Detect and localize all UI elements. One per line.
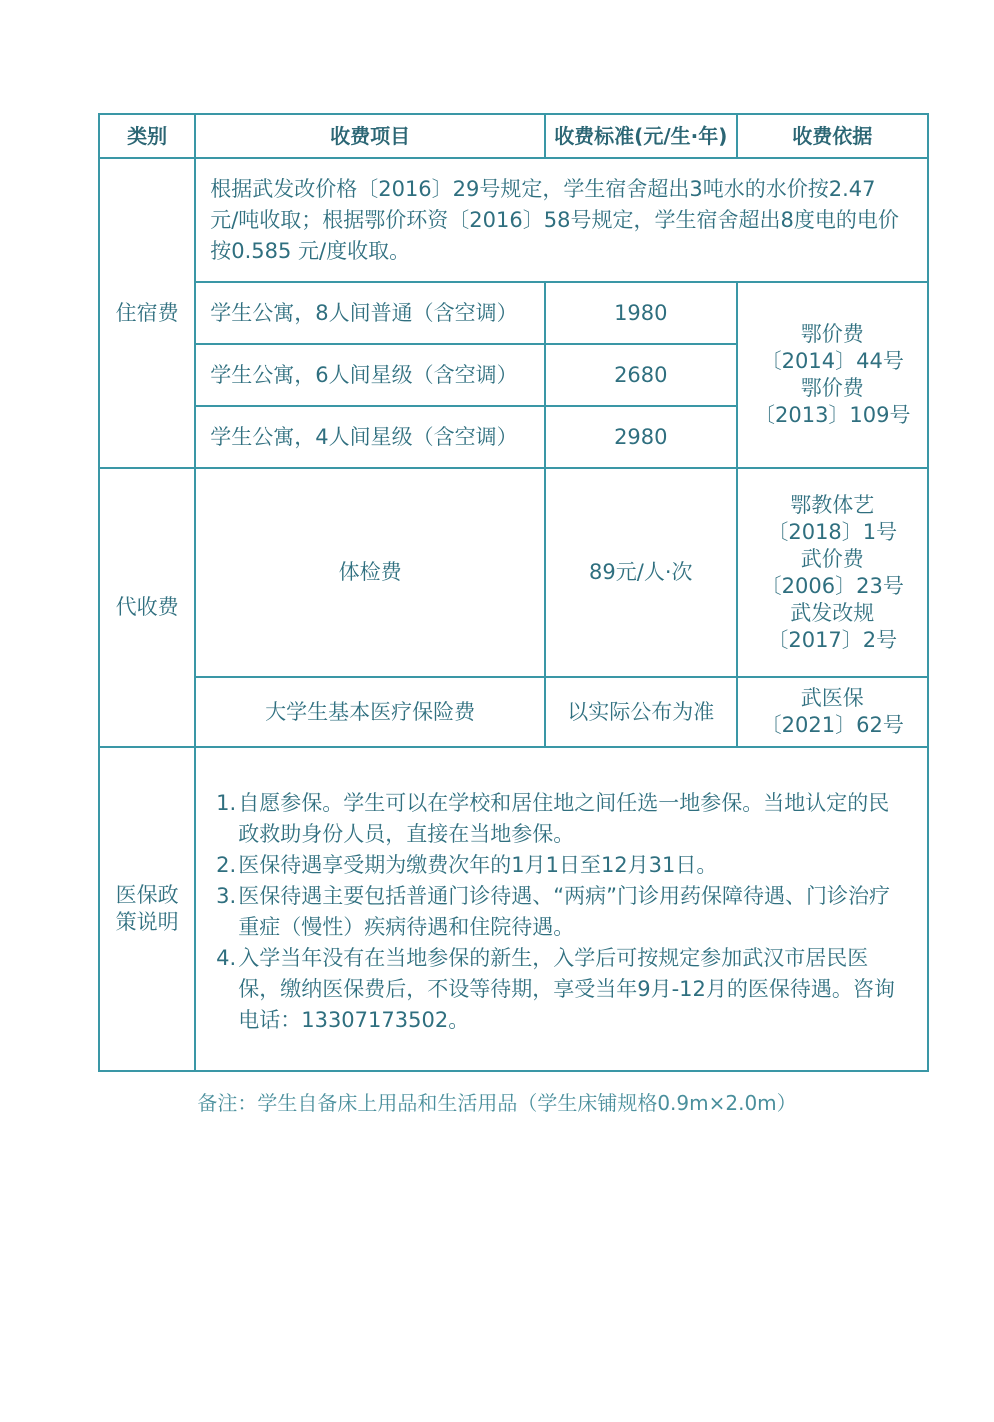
- accommodation-basis: [737, 282, 928, 468]
- accommodation-item-2: 学生公寓，6人间星级（含空调）: [195, 344, 545, 406]
- accommodation-item-3: 学生公寓，4人间星级（含空调）: [195, 406, 545, 468]
- list-item-text: 入学当年没有在当地参保的新生，入学后可按规定参加武汉市居民医保，缴纳医保费后，不设等待期，享受当年9月-12月的医保待遇。咨询电话：13307173502。: [238, 946, 895, 1032]
- list-item-text: 医保待遇主要包括普通门诊待遇、“两病”门诊用药保障待遇、门诊治疗重症（慢性）疾病待遇和住院待遇。: [238, 884, 890, 939]
- list-item-number: 2.: [216, 853, 237, 877]
- policy-category-line: 策说明: [115, 910, 179, 934]
- list-item: [214, 788, 903, 850]
- basis-line: 武医保: [800, 686, 864, 710]
- list-item: [214, 943, 903, 1036]
- list-item-number: 4.: [216, 946, 237, 970]
- table-row: [99, 468, 928, 677]
- header-basis: 收费依据: [737, 114, 928, 158]
- policy-category: [99, 747, 195, 1071]
- list-item-text: 医保待遇享受期为缴费次年的1月1日至12月31日。: [238, 853, 718, 877]
- accommodation-standard-1: 1980: [545, 282, 736, 344]
- collection-category: 代收费: [99, 468, 195, 747]
- remark-note: 备注：学生自备床上用品和生活用品（学生床铺规格0.9m×2.0m）: [197, 1091, 797, 1115]
- accommodation-note-row: [99, 158, 928, 282]
- basis-line: 鄂价费: [800, 376, 864, 400]
- header-standard: 收费标准(元/生·年): [545, 114, 736, 158]
- physical-exam-standard: 89元/人·次: [545, 468, 736, 677]
- insurance-item: 大学生基本医疗保险费: [195, 677, 545, 747]
- list-item-number: 3.: [216, 884, 237, 908]
- policy-category-line: 医保政: [115, 883, 179, 907]
- basis-line: 鄂教体艺: [790, 492, 875, 517]
- basis-line: 〔2014〕44号: [760, 349, 904, 373]
- physical-exam-item: 体检费: [195, 468, 545, 677]
- accommodation-note: 根据武发改价格〔2016〕29号规定，学生宿舍超出3吨水的水价按2.47元/吨收取；根据鄂价环资〔2016〕58号规定，学生宿舍超出8度电的电价按0.585 元/度收取。: [195, 158, 928, 282]
- basis-line: 武价费: [800, 546, 864, 571]
- header-item: 收费项目: [195, 114, 545, 158]
- basis-line: 〔2018〕1号: [767, 519, 898, 544]
- policy-content: [195, 747, 928, 1071]
- basis-line: 〔2013〕109号: [753, 403, 911, 427]
- basis-line: 武发改规: [790, 600, 875, 625]
- table-row: [99, 282, 928, 344]
- accommodation-standard-3: 2980: [545, 406, 736, 468]
- physical-exam-basis: [737, 468, 928, 677]
- list-item-number: 1.: [216, 791, 237, 815]
- basis-line: 〔2017〕2号: [767, 627, 898, 652]
- insurance-standard: 以实际公布为准: [545, 677, 736, 747]
- header-category: 类别: [99, 114, 195, 158]
- table-row: [99, 677, 928, 747]
- policy-row: [99, 747, 928, 1071]
- basis-line: 〔2021〕62号: [760, 713, 904, 737]
- insurance-basis: [737, 677, 928, 747]
- accommodation-standard-2: 2680: [545, 344, 736, 406]
- basis-line: 鄂价费: [800, 322, 864, 346]
- list-item: [214, 881, 903, 943]
- list-item: [214, 850, 903, 881]
- fee-table: [98, 113, 929, 1072]
- list-item-text: 自愿参保。学生可以在学校和居住地之间任选一地参保。当地认定的民政救助身份人员，直接在当地参保。: [238, 791, 890, 846]
- basis-line: 〔2006〕23号: [760, 573, 904, 598]
- header-row: [99, 114, 928, 158]
- accommodation-item-1: 学生公寓，8人间普通（含空调）: [195, 282, 545, 344]
- accommodation-category: 住宿费: [99, 158, 195, 468]
